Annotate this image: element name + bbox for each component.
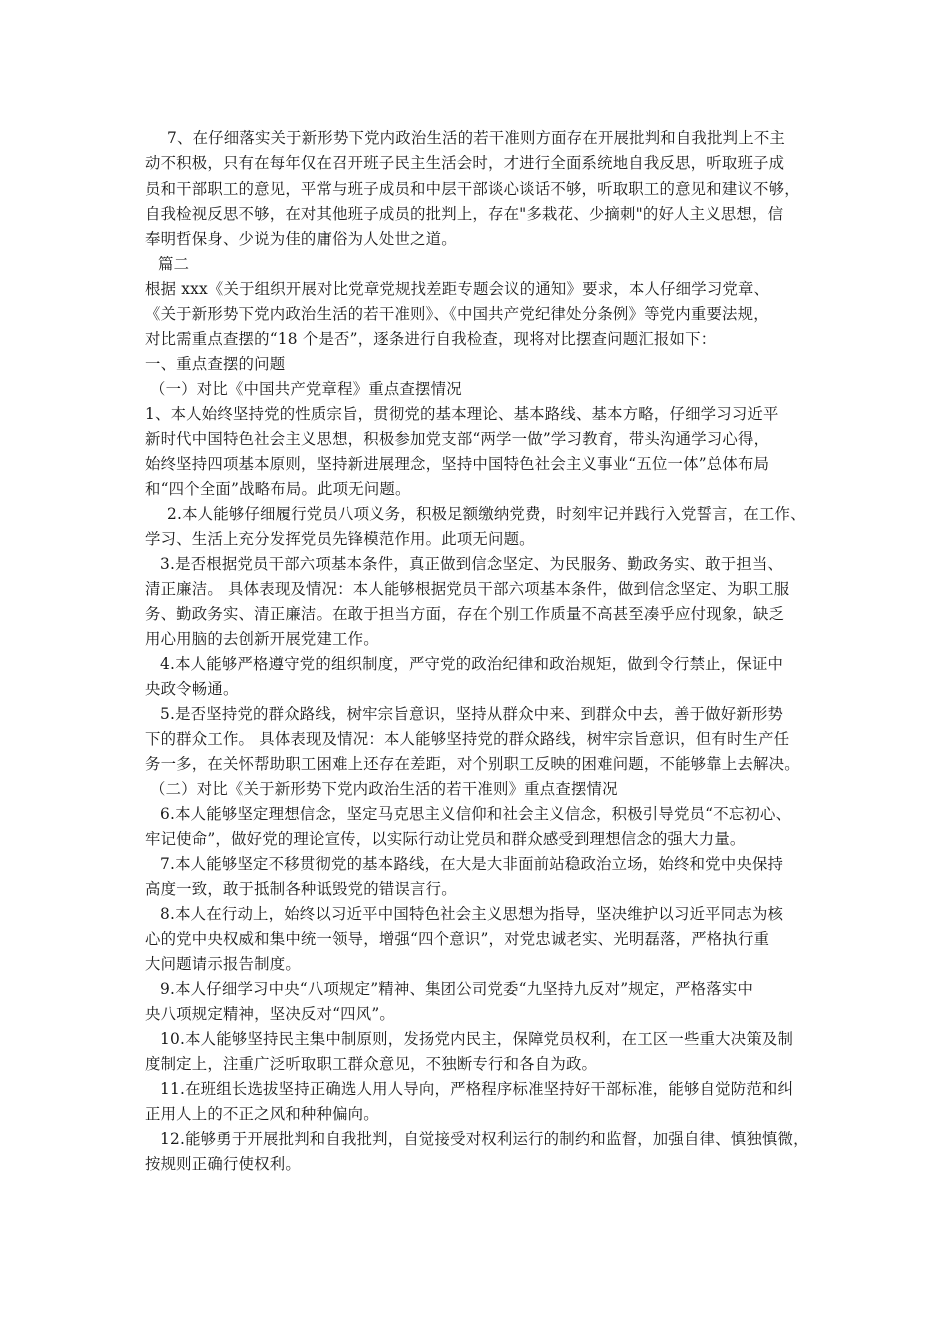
text-line: 大问题请示报告制度。 [145, 955, 301, 973]
text-line: 高度一致，敢于抵制各种诋毁党的错误言行。 [145, 880, 457, 898]
text-line: 8.本人在行动上，始终以习近平中国特色社会主义思想为指导，坚决维护以习近平同志为核 [160, 905, 784, 923]
text-line: 正用人上的不正之风和种种偏向。 [145, 1105, 379, 1123]
subsection-heading: （一）对比《中国共产党章程》重点查摆情况 [150, 380, 462, 398]
text-line: 员和干部职工的意见，平常与班子成员和中层干部谈心谈话不够，听取职工的意见和建议不够， [145, 180, 800, 198]
text-line: 10.本人能够坚持民主集中制原则，发扬党内民主，保障党员权利，在工区一些重大决策及制 [160, 1030, 794, 1048]
text-line: 4.本人能够严格遵守党的组织制度，严守党的政治纪律和政治规矩，做到令行禁止，保证中 [160, 655, 784, 673]
text-line: 7.本人能够坚定不移贯彻党的基本路线，在大是大非面前站稳政治立场，始终和党中央保持 [160, 855, 784, 873]
subsection-heading: （二）对比《关于新形势下党内政治生活的若干准则》重点查摆情况 [150, 780, 618, 798]
text-line: 3.是否根据党员干部六项基本条件，真正做到信念坚定、为民服务、勤政务实、敢于担当、 [160, 555, 784, 573]
text-line: 用心用脑的去创新开展党建工作。 [145, 630, 379, 648]
section-heading: 一、重点查摆的问题 [145, 355, 286, 373]
text-line: 5.是否坚持党的群众路线，树牢宗旨意识，坚持从群众中来、到群众中去，善于做好新形势 [160, 705, 784, 723]
text-line: 11.在班组长选拔坚持正确选人用人导向，严格程序标准坚持好干部标准，能够自觉防范和纠 [160, 1080, 794, 1098]
text-line: 动不积极，只有在每年仅在召开班子民主生活会时，才进行全面系统地自我反思，听取班子成 [145, 154, 785, 172]
text-line: 务一多，在关怀帮助职工困难上还存在差距，对个别职工反映的困难问题，不能够靠上去解决。 [145, 755, 800, 773]
text-line: 对比需重点查摆的“18 个是否”，逐条进行自我检查，现将对比摆查问题汇报如下： [145, 330, 717, 348]
text-line: 《关于新形势下党内政治生活的若干准则》、《中国共产党纪律处分条例》等党内重要法规， [145, 305, 769, 323]
text-line: 自我检视反思不够，在对其他班子成员的批判上，存在"多栽花、少摘刺"的好人主义思想，信 [145, 205, 784, 223]
text-line: 7、在仔细落实关于新形势下党内政治生活的若干准则方面存在开展批判和自我批判上不主 [167, 129, 786, 147]
text-line: 6.本人能够坚定理想信念，坚定马克思主义信仰和社会主义信念，积极引导党员“不忘初心、 [160, 805, 792, 823]
text-line: 根据 xxx《关于组织开展对比党章党规找差距专题会议的通知》要求，本人仔细学习党章、 [145, 280, 770, 298]
text-line: 奉明哲保身、少说为佳的庸俗为人处世之道。 [145, 230, 457, 248]
text-line: 始终坚持四项基本原则，坚持新进展理念，坚持中国特色社会主义事业“五位一体”总体布局 [145, 455, 770, 473]
text-line: 度制定上，注重广泛听取职工群众意见，不独断专行和各自为政。 [145, 1055, 598, 1073]
text-line: 学习、生活上充分发挥党员先锋模范作用。此项无问题。 [145, 530, 535, 548]
text-line: 新时代中国特色社会主义思想，积极参加党支部“两学一做”学习教育，带头沟通学习心得， [145, 430, 770, 448]
text-line: 2.本人能够仔细履行党员八项义务，积极足额缴纳党费，时刻牢记并践行入党誓言，在工作、 [167, 505, 806, 523]
text-line: 1、本人始终坚持党的性质宗旨，贯彻党的基本理论、基本路线、基本方略，仔细学习习近平 [145, 405, 779, 423]
text-line: 务、勤政务实、清正廉洁。在敢于担当方面，存在个别工作质量不高甚至凑乎应付现象，缺乏 [145, 605, 785, 623]
text-line: 12.能够勇于开展批判和自我批判，自觉接受对权利运行的制约和监督，加强自律、慎独慎微， [160, 1130, 809, 1148]
text-line: 下的群众工作。 具体表现及情况：本人能够坚持党的群众路线，树牢宗旨意识，但有时生产任 [145, 730, 790, 748]
text-line: 按规则正确行使权利。 [145, 1155, 301, 1173]
text-line: 牢记使命”，做好党的理论宣传，以实际行动让党员和群众感受到理想信念的强大力量。 [145, 830, 746, 848]
text-line: 心的党中央权威和集中统一领导，增强“四个意识”，对党忠诚老实、光明磊落，严格执行重 [145, 930, 770, 948]
section-heading: 篇二 [158, 255, 190, 273]
text-line: 9.本人仔细学习中央“八项规定”精神、集团公司党委“九坚持九反对”规定，严格落实中 [160, 980, 754, 998]
text-line: 央政令畅通。 [145, 680, 239, 698]
text-line: 和“四个全面”战略布局。此项无问题。 [145, 480, 411, 498]
text-line: 央八项规定精神，坚决反对“四风”。 [145, 1005, 395, 1023]
text-line: 清正廉洁。 具体表现及情况：本人能够根据党员干部六项基本条件，做到信念坚定、为职工服 [145, 580, 790, 598]
